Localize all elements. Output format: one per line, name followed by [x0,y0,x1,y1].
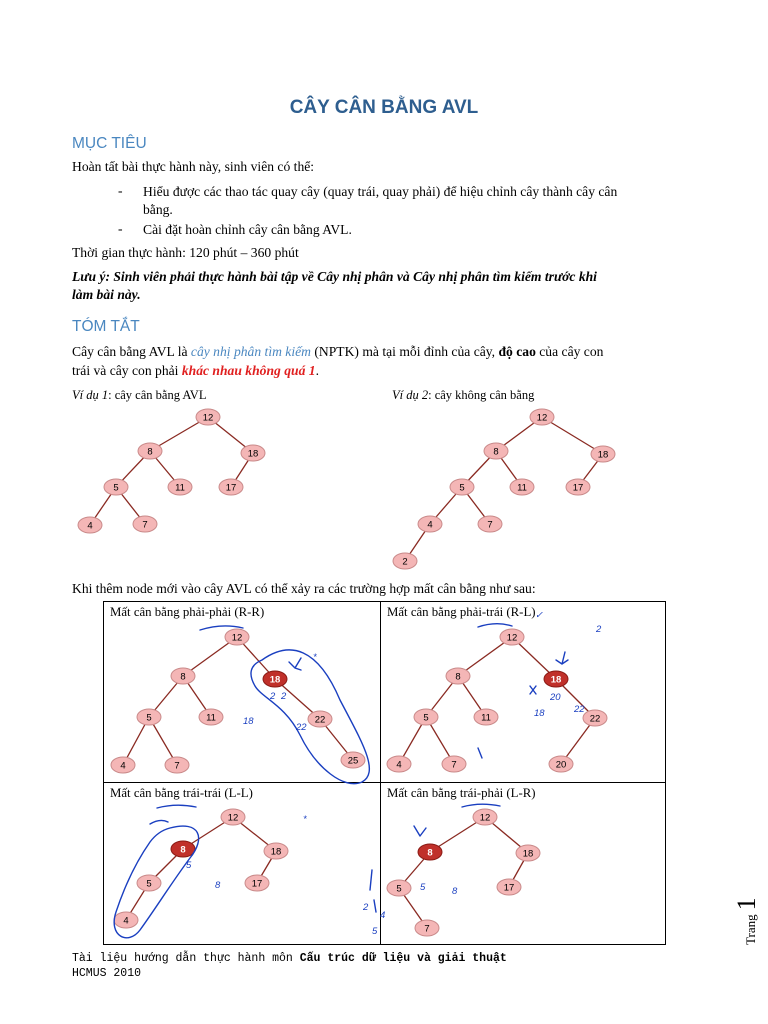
tree-node-label: 5 [146,712,152,724]
tree-node-label: 2 [402,556,408,568]
tree-node-label: 22 [314,714,326,726]
tree-node-label: 8 [427,847,433,859]
tree-node-label: 4 [396,759,402,771]
tree-node-label: 12 [231,632,243,644]
ink-number: 22 [296,722,307,733]
tree-node-label: 4 [120,760,126,772]
tree-node-label: 12 [202,412,214,424]
objective-heading: MỤC TIÊU [72,135,147,152]
caption-label: Ví dụ 2 [392,388,429,402]
caption-label: Ví dụ 1 [72,388,109,402]
tree-node-label: 7 [174,760,180,772]
bullet-dash: - [118,183,123,198]
tree-node-label: 12 [227,812,239,824]
ink-number: 2 [596,624,602,635]
page-title: CÂY CÂN BẰNG AVL [289,97,479,118]
note-line-1: Lưu ý: Sinh viên phải thực hành bài tập về Cây nhị phân và Cây nhị phân tìm kiếm trước khi [72,269,597,284]
footer-text: Tài liệu hướng dẫn thực hành môn [72,952,300,965]
ink-underline [462,804,500,807]
text: . [315,363,319,378]
bullet-dash: - [118,221,123,236]
tree-node-label: 17 [572,482,584,494]
tree-node-label: 17 [225,482,237,494]
ink-number: 22 [574,704,585,715]
tree-node-label: 4 [87,520,93,532]
text: Cây cân bằng AVL là [72,344,191,359]
tree-node-label: 17 [251,878,263,890]
ink-number: 5 [372,926,378,937]
tree-node-label: 5 [423,712,429,724]
tree-node-label: 12 [506,632,518,644]
ink-arrow [289,658,301,670]
page-number-value: 1 [732,897,761,911]
note-line-2: làm bài này. [72,287,141,302]
tree-node-label: 5 [146,878,152,890]
case-ll-title: Mất cân bằng trái-trái (L-L) [110,786,253,800]
text: trái và cây con phải [72,363,182,378]
tree-node-label: 8 [493,446,499,458]
ink-circle-ll [114,826,198,938]
tree-node-label: 11 [517,482,527,494]
tree-node-label: 11 [481,712,491,724]
tree-node-label: 8 [147,446,153,458]
ink-arrow [414,826,426,836]
tree-node-label: 7 [424,923,430,935]
case-lr-title: Mất cân bằng trái-phải (L-R) [387,786,536,800]
ink-number: 2 [363,902,369,913]
tree-node-label: 5 [396,883,402,895]
ink-arrow [530,686,536,694]
tree-node-label: 7 [451,759,457,771]
tree-node-label: 22 [589,713,601,725]
tree-node-label: 8 [180,844,186,856]
ink-star: * [303,814,307,825]
footer-line-1 [72,952,507,965]
tree-node-label: 11 [175,482,185,494]
ink-tick [478,748,482,758]
ink-number: 4 [380,910,386,921]
tree-node-label: 20 [555,759,567,771]
caption-text: : cây cân bằng AVL [108,388,207,402]
tree-node-label: 12 [479,812,491,824]
tree-node-label: 17 [503,882,515,894]
tree-node-label: 8 [180,671,186,683]
tree-node-label: 18 [270,846,282,858]
ink-number: 2 [270,691,276,702]
bst-link[interactable]: cây nhị phân tìm kiếm [190,344,311,359]
case-rr-title: Mất cân bằng phải-phải (R-R) [110,605,265,619]
ink-circle-rr [251,650,369,784]
text: (NPTK) mà tại mỗi đỉnh của cây, [310,344,499,359]
ink-number: 20 [550,692,561,703]
tree-node-label: 4 [123,915,129,927]
objective-intro: Hoàn tất bài thực hành này, sinh viên có thể: [72,159,315,174]
case-rl-title: Mất cân bằng phải-trái (R-L) [387,605,536,619]
bullet-1: Hiểu được các thao tác quay cây (quay trái, quay phải) để hiệu chỉnh cây thành cây cân [143,184,618,199]
footer-line-2: HCMUS 2010 [72,967,142,980]
footer-course: Cấu trúc dữ liệu và giải thuật [299,952,507,965]
ink-number: 18 [534,708,545,719]
duration: Thời gian thực hành: 120 phút – 360 phút [72,245,299,260]
ink-number: 5 [420,882,426,893]
ink-number: 8 [452,886,458,897]
ink-underline [200,626,243,630]
tree-node-label: 18 [597,449,609,461]
tree-node-label: 7 [487,519,493,531]
tree-node-label: 7 [142,519,148,531]
tree-node-label: 18 [550,674,562,686]
bullet-2: Cài đặt hoàn chỉnh cây cân bằng AVL. [143,222,352,237]
ink-star: * [313,652,317,663]
tree-node-label: 5 [459,482,465,494]
insert-text: Khi thêm node mới vào cây AVL có thể xảy ra các trường hợp mất cân bằng như sau: [72,581,536,596]
ink-number: 8 [215,880,221,891]
ink-arrow [556,652,568,664]
tree-node-label: 18 [269,674,281,686]
tree-node-label: 12 [536,412,548,424]
ink-underline [478,624,512,627]
ink-number: 5 [186,860,192,871]
ink-underline [157,805,196,808]
tree-node-label: 4 [427,519,433,531]
ink-number: 18 [243,716,254,727]
bullet-1-cont: bằng. [143,202,173,217]
ink-arrow [150,820,168,824]
page-label: Trang [743,914,758,945]
tree-node-label: 8 [455,671,461,683]
summary-heading: TÓM TẮT [72,318,140,335]
caption-text: : cây không cân bằng [428,388,535,402]
tree-node-label: 18 [522,848,534,860]
ink-number: 2 [281,691,287,702]
text: của cây con [535,344,604,359]
emphasis-text: khác nhau không quá 1 [181,363,316,378]
tree-node-label: 18 [247,448,259,460]
page-number [732,897,762,945]
ink-check: ✓ [535,610,543,621]
tree-node-label: 5 [113,482,119,494]
ink-mark [370,870,376,912]
bold-text: độ cao [498,344,536,359]
tree-node-label: 25 [347,755,359,767]
tree-node-label: 11 [206,712,216,724]
